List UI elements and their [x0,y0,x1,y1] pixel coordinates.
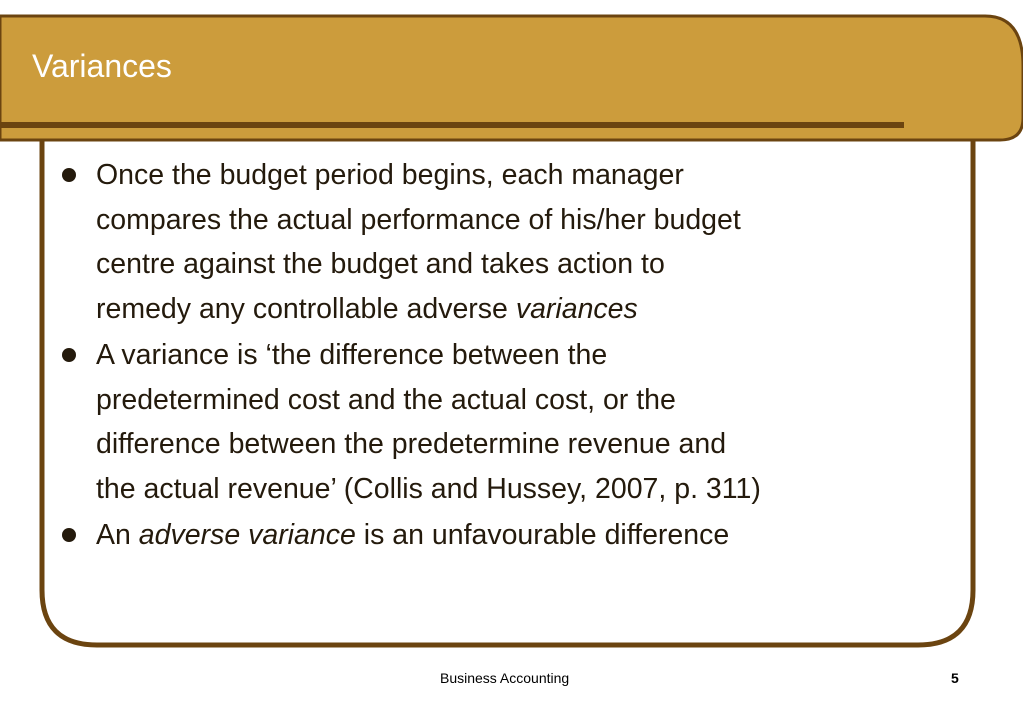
bullet-list [60,153,965,560]
emphasized-term: variances [515,292,638,325]
bullet-line: difference between the predetermine revenue and [96,428,727,460]
bullet-item [60,513,965,558]
bullet-line: remedy any controllable adverse [96,292,516,325]
bullet-line: the actual revenue’ (Collis and Hussey, 2007, p. 311) [96,472,761,505]
bullet-line: centre against the budget and takes action to [96,248,665,280]
bullet-line: compares the actual performance of his/her budget [96,203,741,236]
bullet-dot-icon [62,528,76,542]
bullet-item [60,333,965,511]
footer-label: Business Accounting [440,670,570,686]
emphasized-term: adverse variance [138,519,356,551]
slide-title: Variances [32,48,172,84]
page-number: 5 [951,670,959,686]
bullet-line: A variance is ‘the difference between the [96,339,608,371]
bullet-text: An [96,519,139,551]
bullet-dot-icon [62,168,76,182]
bullet-text: is an unfavourable difference [355,519,730,551]
header-divider [0,122,904,128]
bullet-dot-icon [62,348,76,362]
bullet-line: predetermined cost and the actual cost, or the [96,383,676,416]
bullet-line: Once the budget period begins, each manager [96,159,684,191]
bullet-item [60,153,965,331]
